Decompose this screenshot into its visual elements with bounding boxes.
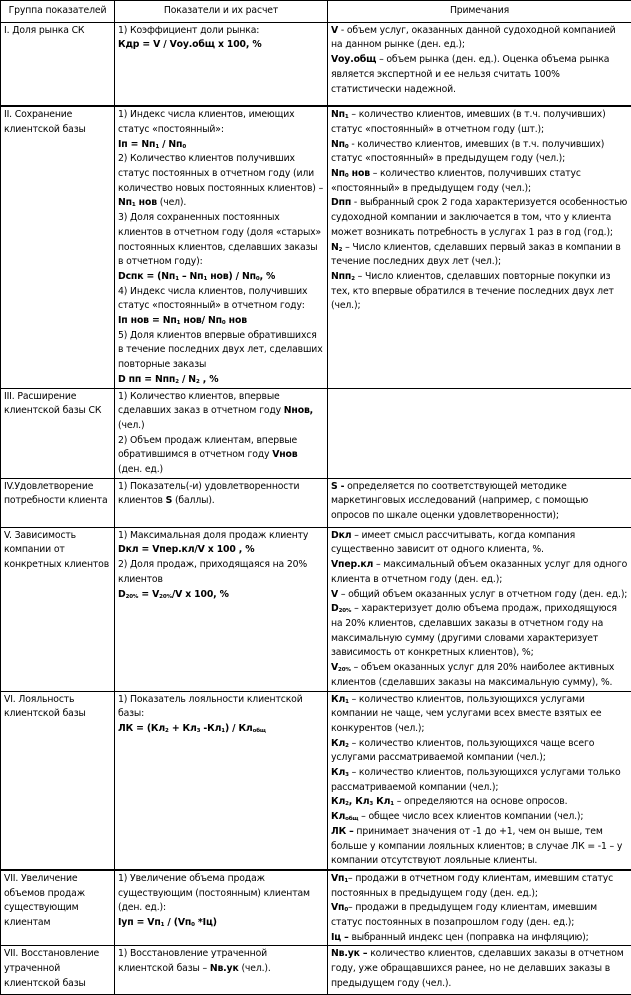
text-segment: - количество клиентов, имевших (в т.ч. получивших) статус «постоянный» в предыдущем году (чел.); bbox=[331, 139, 604, 165]
text-segment: (чел.) bbox=[118, 420, 144, 431]
text-line bbox=[118, 872, 324, 916]
text-line bbox=[118, 138, 324, 153]
text-line bbox=[331, 270, 628, 314]
bold-term: / (Vп bbox=[164, 917, 191, 928]
bold-term: -Кл bbox=[200, 723, 221, 734]
bold-term: Nп bbox=[331, 139, 345, 150]
bold-term: V bbox=[331, 589, 338, 600]
text-line bbox=[118, 270, 324, 285]
notes-cell bbox=[328, 527, 631, 691]
subscript: 0 bbox=[256, 276, 260, 282]
text-line bbox=[118, 152, 324, 196]
text-segment: (чел.). bbox=[239, 963, 271, 974]
text-line bbox=[118, 588, 324, 603]
bold-term: / Nп bbox=[159, 139, 182, 150]
text-segment: – объем оказанных услуг для 20% наиболее активных клиентов (сделавших заказы на максимальную сумму), %. bbox=[331, 662, 614, 688]
text-line bbox=[331, 529, 628, 558]
bold-term: , % bbox=[200, 374, 219, 385]
text-segment: (баллы). bbox=[172, 495, 214, 506]
text-line bbox=[118, 373, 324, 388]
subscript: 0 bbox=[345, 173, 349, 179]
notes-cell bbox=[328, 388, 631, 478]
text-segment: – продажи в отчетном году клиентам, имевшим статус постоянных в предыдущем году (ден. ед.); bbox=[331, 873, 613, 899]
text-segment: – количество клиентов, получивших статус «постоянный» в предыдущем году (чел.); bbox=[331, 168, 581, 194]
table-row bbox=[1, 946, 631, 995]
group-cell: VII. Восстановление утраченной клиентской базы bbox=[1, 946, 115, 995]
bold-term: D пп = Nпп bbox=[118, 374, 175, 385]
text-line bbox=[331, 931, 628, 946]
text-line bbox=[118, 916, 324, 931]
bold-term: Vп bbox=[331, 873, 344, 884]
text-segment: – Число клиентов, сделавших повторные покупки из тех, кто впервые обратился в течение последних двух лет (чел.); bbox=[331, 271, 614, 311]
text-segment: – Число клиентов, сделавших первый заказ в компании в течение последних двух лет (чел.); bbox=[331, 242, 621, 268]
bold-term: / N bbox=[179, 374, 196, 385]
bold-term: Iуп = Vп bbox=[118, 917, 161, 928]
subscript: 2 bbox=[339, 247, 343, 253]
bold-term: V bbox=[331, 25, 338, 36]
text-segment: – определяются на основе опросов. bbox=[394, 796, 567, 807]
text-segment: – количество клиентов, пользующихся услугами только рассматриваемой компании (чел.); bbox=[331, 767, 621, 793]
bold-term: N bbox=[331, 242, 339, 253]
text-line bbox=[331, 53, 628, 97]
subscript: 20% bbox=[339, 608, 352, 614]
text-line bbox=[331, 693, 628, 737]
bold-term: Кл bbox=[373, 796, 390, 807]
text-line bbox=[331, 480, 628, 524]
subscript: 3 bbox=[345, 772, 349, 778]
text-segment: – максимальный объем оказанных услуг для одного клиента в отчетном году (ден. ед.); bbox=[331, 559, 627, 585]
text-segment: – общий объем оказанных услуг в отчетном году (ден. ед.); bbox=[338, 589, 627, 600]
notes-cell bbox=[328, 22, 631, 106]
text-line bbox=[118, 285, 324, 314]
text-segment: – имеет смысл рассчитывать, когда компания существенно зависит от одного клиента, %. bbox=[331, 530, 575, 556]
text-segment: 1) Увеличение объема продаж существующим (постоянным) клиентам (ден. ед.): bbox=[118, 873, 310, 913]
text-segment: 3) Доля сохраненных постоянных клиентов в отчетном году (доля «старых» постоянных клиентов, сделавших заказы в отчетном году): bbox=[118, 212, 321, 267]
bold-term: Dпп bbox=[331, 197, 351, 208]
subscript: 1 bbox=[345, 699, 349, 705]
subscript: 20% bbox=[126, 594, 139, 600]
text-segment: 1) Коэффициент доли рынка: bbox=[118, 25, 259, 36]
notes-cell bbox=[328, 870, 631, 946]
group-cell: VII. Увеличение объемов продаж существующим клиентам bbox=[1, 870, 115, 946]
bold-term: нов) / Nп bbox=[207, 271, 256, 282]
bold-term: нов bbox=[226, 315, 247, 326]
text-line bbox=[331, 872, 628, 901]
subscript: общ bbox=[253, 728, 266, 734]
bold-term: Nпп bbox=[331, 271, 351, 282]
bold-term: *Iц) bbox=[195, 917, 217, 928]
text-segment: 4) Индекс числа клиентов, получивших статус «постоянный» в отчетном году: bbox=[118, 286, 307, 312]
header-group: Группа показателей bbox=[1, 1, 115, 23]
subscript: 2 bbox=[175, 379, 179, 385]
text-segment: (чел). bbox=[157, 197, 186, 208]
text-segment: - объем услуг, оказанных данной судоходной компанией на данном рынке (ден. ед.); bbox=[331, 25, 616, 51]
subscript: 20% bbox=[159, 594, 172, 600]
text-segment: – продажи в предыдущем году клиентам, имевшим статус постоянных в позапрошлом году (ден. ед.); bbox=[331, 902, 597, 928]
header-row bbox=[1, 1, 631, 23]
bold-term: Кл bbox=[331, 694, 345, 705]
table-body bbox=[1, 22, 631, 995]
bold-term: , Кл bbox=[349, 796, 370, 807]
subscript: 2 bbox=[345, 743, 349, 749]
text-line bbox=[118, 196, 324, 211]
text-line bbox=[331, 766, 628, 795]
subscript: 1 bbox=[175, 276, 179, 282]
subscript: 1 bbox=[344, 878, 348, 884]
bold-term: = V bbox=[138, 589, 159, 600]
text-line bbox=[331, 810, 628, 825]
bold-term: Nв.ук – bbox=[331, 948, 367, 959]
subscript: 0 bbox=[344, 907, 348, 913]
subscript: 2 bbox=[196, 379, 200, 385]
bold-term: Nп bbox=[331, 109, 345, 120]
bold-term: ЛК – bbox=[331, 826, 354, 837]
text-segment: 2) Количество клиентов получивших статус постоянных в отчетном году (или количество новых постоянных клиентов) – bbox=[118, 153, 323, 193]
text-line bbox=[118, 529, 324, 544]
text-line bbox=[331, 795, 628, 810]
bold-term: нов bbox=[136, 197, 157, 208]
header-notes: Примечания bbox=[328, 1, 631, 23]
bold-term: D bbox=[118, 589, 126, 600]
subscript: 2 bbox=[351, 276, 355, 282]
group-cell: V. Зависимость компании от конкретных клиентов bbox=[1, 527, 115, 691]
text-line bbox=[118, 38, 324, 53]
text-line bbox=[118, 329, 324, 373]
bold-term: нов/ Nп bbox=[180, 315, 222, 326]
bold-term: Кл bbox=[331, 738, 345, 749]
text-segment: 2) Объем продаж клиентам, впервые обратившимся в отчетном году bbox=[118, 435, 297, 461]
bold-term: Nв.ук bbox=[210, 963, 239, 974]
text-segment: 5) Доля клиентов впервые обратившихся в течение последних двух лет, сделавших повторные заказы bbox=[118, 330, 323, 370]
bold-term: V bbox=[331, 662, 338, 673]
subscript: 20% bbox=[338, 667, 351, 673]
bold-term: Vпер.кл bbox=[331, 559, 373, 570]
text-line bbox=[118, 543, 324, 558]
notes-cell bbox=[328, 478, 631, 527]
text-line bbox=[331, 558, 628, 587]
text-segment: 1) Восстановление утраченной клиентской базы – bbox=[118, 948, 267, 974]
bold-term: S bbox=[166, 495, 173, 506]
subscript: 1 bbox=[177, 320, 181, 326]
bold-term: Кл bbox=[331, 811, 345, 822]
bold-term: Iп = Nп bbox=[118, 139, 155, 150]
group-cell: II. Сохранение клиентской базы bbox=[1, 106, 115, 388]
text-line bbox=[331, 138, 628, 167]
indicators-cell bbox=[115, 870, 328, 946]
text-line bbox=[118, 390, 324, 434]
indicators-cell bbox=[115, 388, 328, 478]
subscript: 1 bbox=[221, 728, 225, 734]
bold-term: D bbox=[331, 603, 339, 614]
text-line bbox=[331, 24, 628, 53]
bold-term: Iц – bbox=[331, 932, 349, 943]
table-row bbox=[1, 527, 631, 691]
text-segment: 1) Максимальная доля продаж клиенту bbox=[118, 530, 308, 541]
text-segment: 1) Показатель лояльности клиентской базы: bbox=[118, 694, 303, 720]
subscript: 1 bbox=[203, 276, 207, 282]
text-line bbox=[118, 722, 324, 737]
subscript: 1 bbox=[345, 114, 349, 120]
text-line bbox=[331, 602, 628, 661]
subscript: общ bbox=[345, 816, 358, 822]
text-line bbox=[118, 24, 324, 39]
text-line bbox=[118, 480, 324, 509]
text-segment: – количество клиентов, имевших (в т.ч. получивших) статус «постоянный» в отчетном году (шт.); bbox=[331, 109, 606, 135]
bold-term: Dкл bbox=[331, 530, 351, 541]
subscript: 2 bbox=[165, 728, 169, 734]
subscript: 0 bbox=[222, 320, 226, 326]
bold-term: ЛК = (Кл bbox=[118, 723, 165, 734]
table-row bbox=[1, 388, 631, 478]
text-segment: количество клиентов, сделавших заказы в отчетном году, уже обращавшихся ранее, но не делавших заказы в предыдущем году (чел.). bbox=[331, 948, 624, 988]
text-line bbox=[331, 947, 628, 991]
bold-term: + Кл bbox=[169, 723, 197, 734]
subscript: 0 bbox=[191, 922, 195, 928]
bold-term: Nп bbox=[331, 168, 345, 179]
group-cell: I. Доля рынка СК bbox=[1, 22, 115, 106]
table-row bbox=[1, 691, 631, 870]
text-segment: – характеризует долю объема продаж, приходящуюся на 20% клиентов, сделавших заказы в отчетном году на максимальную сумму (другими словами характеризует зависимость от конкретных клиентов), %; bbox=[331, 603, 617, 658]
bold-term: Dкл = Vпер.кл/V х 100 , % bbox=[118, 544, 254, 555]
bold-term: – Nп bbox=[179, 271, 204, 282]
text-segment: 1) Показатель(-и) удовлетворенности клиентов bbox=[118, 481, 299, 507]
text-line bbox=[331, 901, 628, 930]
bold-term: Iп нов = Nп bbox=[118, 315, 177, 326]
text-segment: – количество клиентов, пользующихся услугами компании не чаще, чем услугами всех вместе взятых ее конкурентов (чел.); bbox=[331, 694, 601, 734]
subscript: 1 bbox=[155, 144, 159, 150]
table-row bbox=[1, 22, 631, 106]
text-segment: – количество клиентов, пользующихся чаще всего услугами рассматриваемой компании (чел.); bbox=[331, 738, 594, 764]
text-line bbox=[118, 947, 324, 976]
text-line bbox=[118, 693, 324, 722]
text-line bbox=[331, 825, 628, 869]
indicators-cell bbox=[115, 527, 328, 691]
table-row bbox=[1, 106, 631, 388]
text-segment: (ден. ед.) bbox=[118, 464, 163, 475]
bold-term: ) / Кл bbox=[225, 723, 253, 734]
text-segment: - выбранный срок 2 года характеризуется особенностью судоходной компании и заключается в том, что у клиента может возникать потребность в услугах 1 раз в год (год.); bbox=[331, 197, 627, 237]
bold-term: Nнов, bbox=[284, 405, 313, 416]
text-line bbox=[118, 211, 324, 270]
group-cell: VI. Лояльность клиентской базы bbox=[1, 691, 115, 870]
text-line bbox=[118, 434, 324, 478]
text-line bbox=[331, 196, 628, 240]
text-segment: – общее число всех клиентов компании (чел.); bbox=[358, 811, 583, 822]
text-line bbox=[331, 737, 628, 766]
subscript: 0 bbox=[345, 144, 349, 150]
subscript: 2 bbox=[345, 801, 349, 807]
text-segment: – объем рынка (ден. ед.). Оценка объема рынка является экспертной и ее нельзя считать 100% статистически надежной. bbox=[331, 54, 609, 94]
bold-term: Кдр = V / Vоу.общ х 100, % bbox=[118, 39, 261, 50]
text-segment: определяется по соответствующей методике маркетинговых исследований (например, с помощью опросов по шкале оценки удовлетворенности); bbox=[331, 481, 588, 521]
indicators-cell bbox=[115, 691, 328, 870]
subscript: 3 bbox=[197, 728, 201, 734]
text-segment: 2) Доля продаж, приходящаяся на 20% клиентов bbox=[118, 559, 307, 585]
table-row bbox=[1, 870, 631, 946]
bold-term: Кл bbox=[331, 767, 345, 778]
text-segment: принимает значения от -1 до +1, чем он выше, тем больше у компании лояльных клиентов; в случае ЛК = -1 – у компании отсутствуют лояльные клиенты. bbox=[331, 826, 622, 866]
group-cell: IV.Удовлетворение потребности клиента bbox=[1, 478, 115, 527]
text-segment: 1) Индекс числа клиентов, имеющих статус «постоянный»: bbox=[118, 109, 294, 135]
group-cell: III. Расширение клиентской базы СК bbox=[1, 388, 115, 478]
bold-term: , % bbox=[260, 271, 276, 282]
text-segment: выбранный индекс цен (поправка на инфляцию); bbox=[349, 932, 589, 943]
subscript: 3 bbox=[369, 801, 373, 807]
bold-term: Vоу.общ bbox=[331, 54, 376, 65]
indicators-cell bbox=[115, 106, 328, 388]
header-indicators: Показатели и их расчет bbox=[115, 1, 328, 23]
notes-cell bbox=[328, 106, 631, 388]
table-row bbox=[1, 478, 631, 527]
text-line bbox=[331, 588, 628, 603]
bold-term: Vп bbox=[331, 902, 344, 913]
text-line bbox=[118, 314, 324, 329]
subscript: 1 bbox=[132, 202, 136, 208]
bold-term: Nп bbox=[118, 197, 132, 208]
bold-term: Кл bbox=[331, 796, 345, 807]
text-line bbox=[331, 661, 628, 690]
notes-cell bbox=[328, 691, 631, 870]
text-line bbox=[118, 108, 324, 137]
indicators-cell bbox=[115, 946, 328, 995]
text-segment: 1) Количество клиентов, впервые сделавших заказ в отчетном году bbox=[118, 391, 284, 417]
indicators-cell bbox=[115, 22, 328, 106]
bold-term: Dспк = (Nп bbox=[118, 271, 175, 282]
bold-term: /V х 100, % bbox=[172, 589, 229, 600]
bold-term: S - bbox=[331, 481, 344, 492]
bold-term: нов bbox=[349, 168, 370, 179]
subscript: 1 bbox=[390, 801, 394, 807]
indicators-cell bbox=[115, 478, 328, 527]
text-line bbox=[331, 108, 628, 137]
subscript: 1 bbox=[161, 922, 165, 928]
notes-cell bbox=[328, 946, 631, 995]
text-line bbox=[331, 167, 628, 196]
subscript: 0 bbox=[182, 144, 186, 150]
text-line bbox=[118, 558, 324, 587]
bold-term: Vнов bbox=[272, 449, 297, 460]
text-line bbox=[331, 241, 628, 270]
